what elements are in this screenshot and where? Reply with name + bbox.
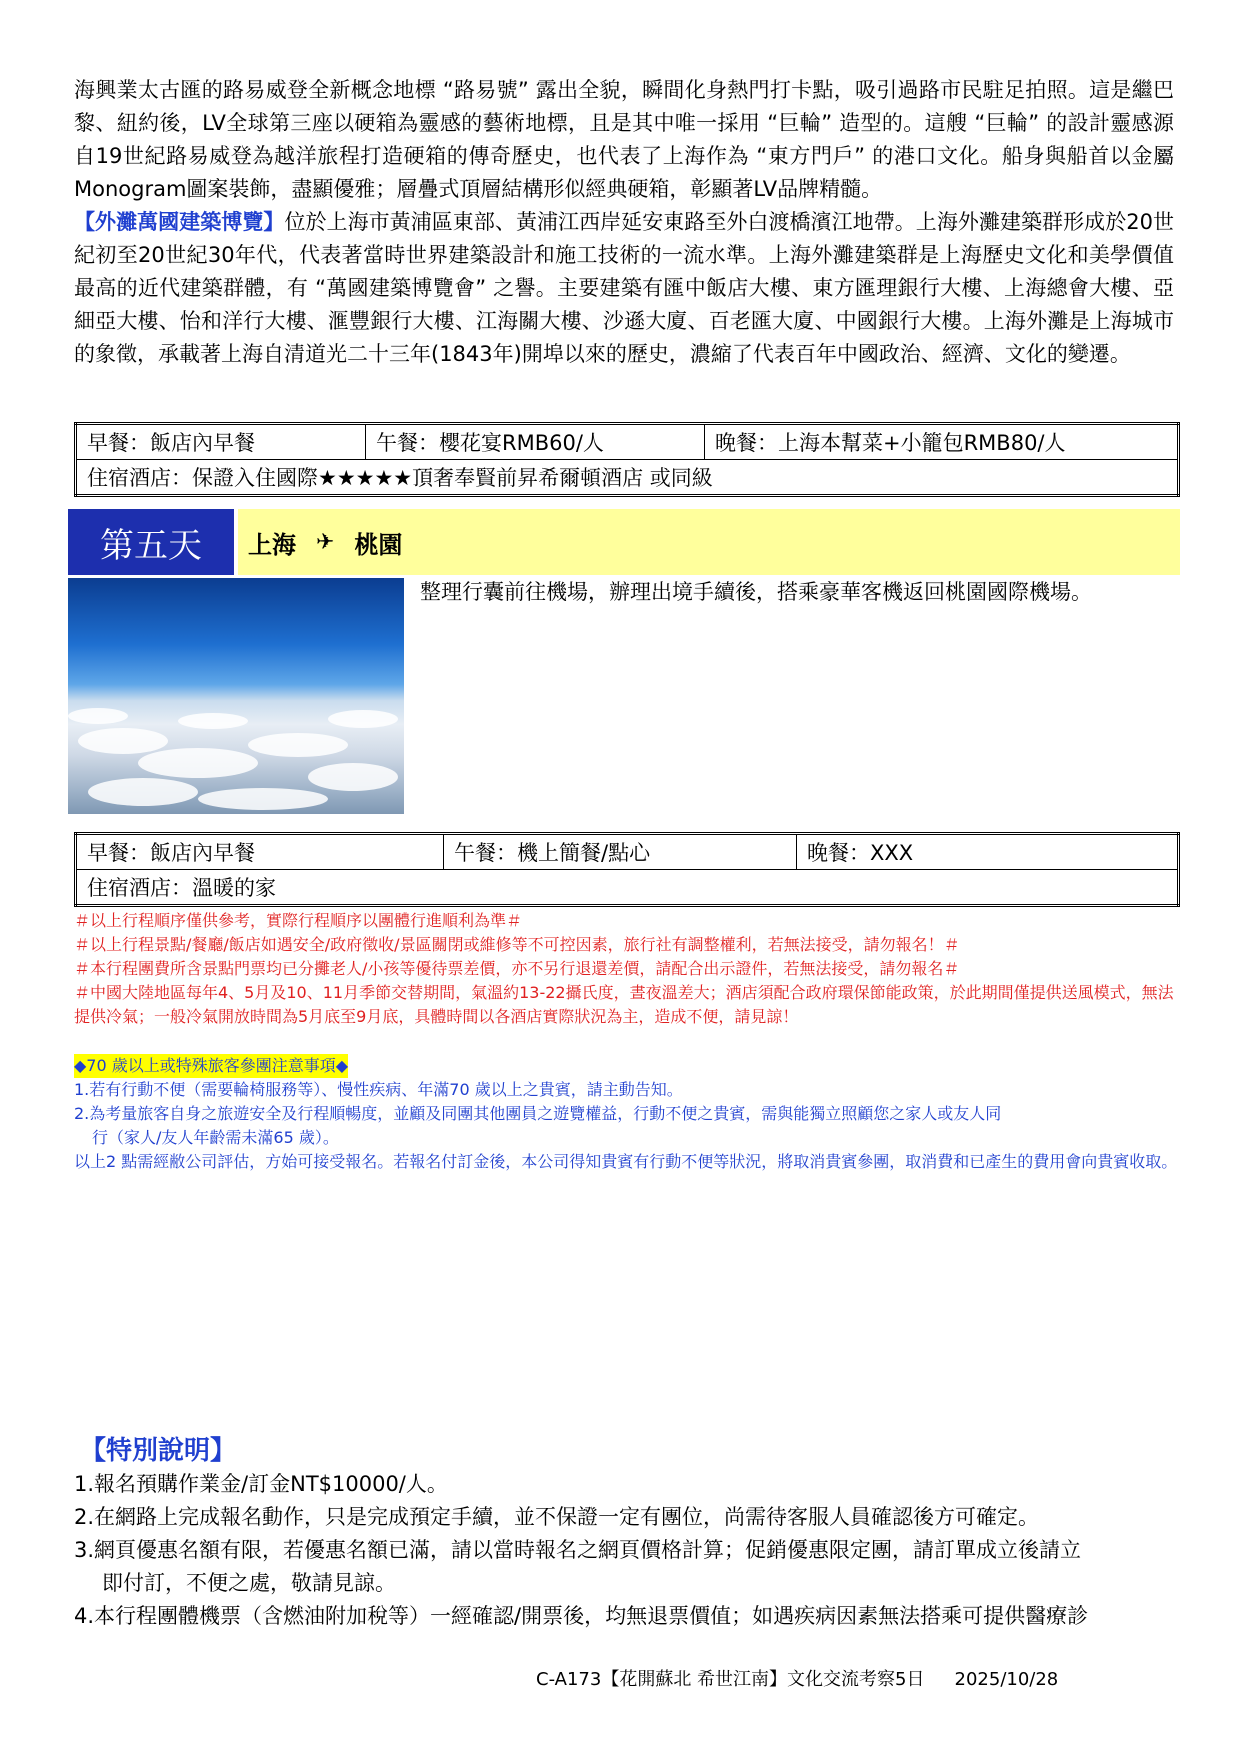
special-item-4: 4.本行程團體機票（含燃油附加稅等）一經確認/開票後，均無退票價值；如遇疾病因素無法搭乘可提供醫療診: [74, 1604, 1089, 1628]
day5-route: [248, 509, 402, 575]
day5-from: 上海: [248, 530, 296, 559]
special-item-3: 3.網頁優惠名額有限，若優惠名額已滿，請以當時報名之網頁價格計算；促銷優惠限定團，請訂單成立後請立: [74, 1538, 1082, 1562]
bund-text: 位於上海市黃浦區東部、黃浦江西岸延安東路至外白渡橋濱江地帶。上海外灘建築群形成於20世紀初至20世紀30年代，代表著當時世界建築設計和施工技術的一流水準。上海外灘建築群是上海歷史文化和美學價值最高的近代建築群體，有 “萬國建築博覽會” 之譽。主要建築有匯中飯店大樓、東方匯理銀行大樓、上海總會大樓、亞細亞大樓、怡和洋行大樓、滙豐銀行大樓、江海關大樓、沙遜大廈、百老匯大廈、中國銀行大樓。上海外灘是上海城市的象徵，承載著上海自清道光二十三年(1843年)開埠以來的歷史，濃縮了代表百年中國政治、經濟、文化的變遷。: [74, 210, 1175, 366]
special-notes: [74, 1468, 1184, 1633]
special-item-3-cont: 即付訂，不便之處，敬請見諒。: [102, 1571, 396, 1595]
day5-to: 桃園: [354, 530, 403, 559]
elderly-note-2-cont: 行（家人/友人年齡需未滿65 歲）。: [92, 1128, 339, 1147]
special-item-1: 1.報名預購作業金/訂金NT$10000/人。: [74, 1472, 448, 1496]
elderly-notes: [74, 1054, 1184, 1174]
bund-title: 【外灘萬國建築博覽】: [74, 210, 285, 234]
day4-meals-table: [74, 422, 1180, 497]
airplane-icon: ✈: [316, 529, 335, 555]
note-item: ＃以上行程順序僅供參考，實際行程順序以團體行進順利為準＃: [74, 911, 523, 930]
day5-dinner: 晚餐：XXX: [797, 834, 1179, 870]
elderly-note-2: 2.為考量旅客自身之旅遊安全及行程順暢度，並顧及同團其他團員之遊覽權益，行動不便之貴賓，需與能獨立照顧您之家人或友人同: [74, 1104, 1002, 1123]
tour-code: C-A173【花開蘇北 希世江南】文化交流考察5日: [536, 1669, 925, 1690]
day4-lunch: 午餐：櫻花宴RMB60/人: [366, 424, 705, 460]
day5-meals-table: [74, 832, 1180, 907]
sky-clouds-image: [68, 578, 404, 814]
note-item: ＃以上行程景點/餐廳/飯店如遇安全/政府徵收/景區關閉或維修等不可控因素，旅行社有調整權利，若無法接受，請勿報名！＃: [74, 935, 960, 954]
itinerary-notes: [74, 909, 1184, 1029]
page-footer: [536, 1665, 1058, 1691]
elderly-note-3: 以上2 點需經敝公司評估，方始可接受報名。若報名付訂金後，本公司得知貴賓有行動不便等狀況，將取消貴賓參團，取消費和已產生的費用會向貴賓收取。: [74, 1152, 1178, 1171]
louis-vuitton-paragraph: 海興業太古匯的路易威登全新概念地標 “路易號” 露出全貌，瞬間化身熱門打卡點，吸引過路市民駐足拍照。這是繼巴黎、紐約後，LV全球第三座以硬箱為靈感的藝術地標，且是其中唯一採用 “巨輪” 造型的。這艘 “巨輪” 的設計靈感源自19世紀路易威登為越洋旅程打造硬箱的傳奇歷史，也代表了上海作為 “東方門戶” 的港口文化。船身與船首以金屬Monogram圖案裝飾，盡顯優雅；層疊式頂層結構形似經典硬箱，彰顯著LV品牌精髓。: [74, 78, 1174, 201]
day4-dinner: 晚餐：上海本幫菜+小籠包RMB80/人: [705, 424, 1179, 460]
special-item-2: 2.在網路上完成報名動作，只是完成預定手續，並不保證一定有團位，尚需待客服人員確認後方可確定。: [74, 1505, 1040, 1529]
footer-date: 2025/10/28: [954, 1669, 1059, 1690]
note-item: ＃中國大陸地區每年4、5月及10、11月季節交替期間，氣溫約13-22攝氏度，晝夜溫差大；酒店須配合政府環保節能政策，於此期間僅提供送風模式，無法提供冷氣；一般冷氣開放時間為5月底至9月底，具體時間以各酒店實際狀況為主，造成不便，請見諒！: [74, 983, 1174, 1026]
day5-lunch: 午餐：機上簡餐/點心: [444, 834, 797, 870]
elderly-notes-title: ◆70 歲以上或特殊旅客參團注意事項◆: [74, 1054, 348, 1078]
intro-section: [74, 74, 1174, 371]
day5-breakfast: 早餐：飯店內早餐: [76, 834, 444, 870]
bund-paragraph: [74, 206, 1174, 371]
elderly-note-1: 1.若有行動不便（需要輪椅服務等）、慢性疾病、年滿70 歲以上之貴賓，請主動告知。: [74, 1080, 683, 1099]
day4-hotel: 住宿酒店：保證入住國際★★★★★頂奢奉賢前昇希爾頓酒店 或同級: [76, 460, 1179, 496]
day4-breakfast: 早餐：飯店內早餐: [76, 424, 366, 460]
day5-label: 第五天: [68, 509, 238, 575]
day5-hotel: 住宿酒店：溫暖的家: [76, 870, 1179, 906]
day5-description: 整理行囊前往機場，辦理出境手續後，搭乘豪華客機返回桃園國際機場。: [420, 580, 1092, 604]
note-item: ＃本行程團費所含景點門票均已分攤老人/小孩等優待票差價，亦不另行退還差價，請配合出示證件，若無法接受，請勿報名＃: [74, 959, 960, 978]
special-notes-title: 【特別說明】: [80, 1436, 237, 1466]
